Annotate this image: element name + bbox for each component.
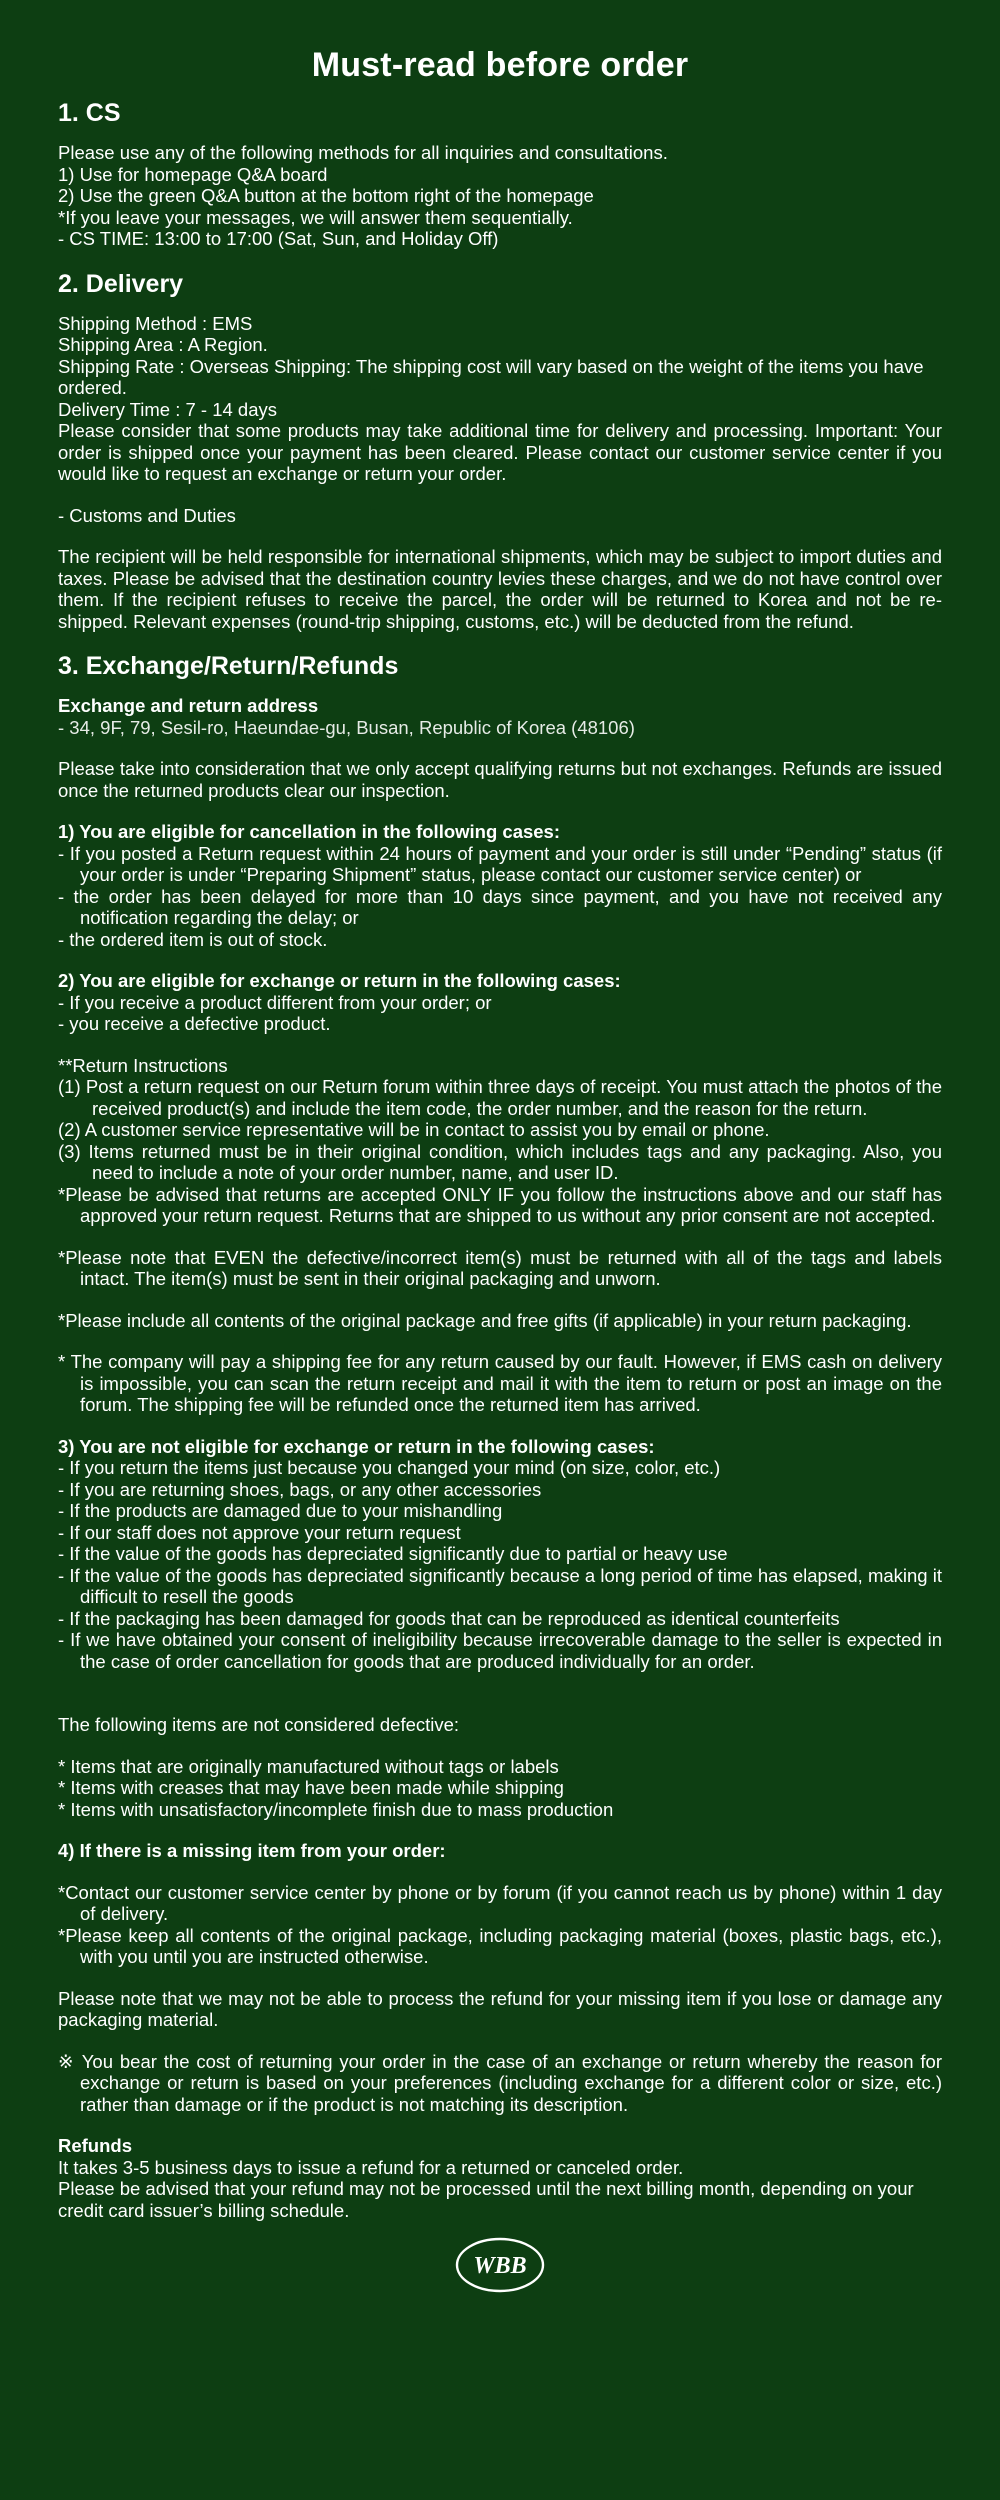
- cancel-item: - If you posted a Return request within 24 hours of payment and your order is still under “Pending” status (if your order is under “Preparing Shipment” status, please contact our customer service center) or: [58, 842, 942, 885]
- not-eligible-item: - If we have obtained your consent of ineligibility because irrecoverable damage to the seller is expected in the case of order cancellation for goods that are produced individually for an order.: [58, 1629, 942, 1672]
- logo-text: WBB: [473, 2253, 527, 2279]
- delivery-section: [58, 270, 942, 633]
- cancel-item: - the ordered item is out of stock.: [58, 928, 328, 950]
- not-eligible-item: - If you return the items just because you changed your mind (on size, color, etc.): [58, 1457, 721, 1478]
- shipping-method: Shipping Method : EMS: [58, 312, 253, 334]
- not-eligible-item: - If the products are damaged due to your mishandling: [58, 1500, 503, 1521]
- cost-note: ※ You bear the cost of returning your order in the case of an exchange or return whereby the reason for exchange or return is based on your preferences (including exchange for a different color or size, etc.) rather than damage or if the product is not matching its description.: [58, 2050, 942, 2115]
- wbb-logo-icon: [454, 2235, 546, 2295]
- not-defective-title: The following items are not considered defective:: [58, 1714, 460, 1735]
- not-eligible-item: - If the packaging has been damaged for goods that can be reproduced as identical counterfeits: [58, 1607, 840, 1629]
- instructions-title: **Return Instructions: [58, 1054, 228, 1076]
- not-eligible-item: - If our staff does not approve your return request: [58, 1521, 461, 1543]
- cs-line: 2) Use the green Q&A button at the bottom right of the homepage: [58, 185, 594, 206]
- cs-line: Please use any of the following methods for all inquiries and consultations.: [58, 142, 668, 163]
- cs-heading: 1. CS: [58, 99, 121, 127]
- page-title: Must-read before order: [311, 46, 689, 84]
- return-note: *Please include all contents of the original package and free gifts (if applicable) in your return packaging.: [58, 1309, 912, 1331]
- cancel-item: - the order has been delayed for more than 10 days since payment, and you have not received any notification regarding the delay; or: [58, 885, 942, 928]
- cs-section: [58, 99, 942, 250]
- customs-text: The recipient will be held responsible for international shipments, which may be subject to import duties and taxes. Please be advised that the destination country levies these charges, and we do not have control over them. If the recipient refuses to receive the parcel, the order will be returned to Korea and not be re-shipped. Relevant expenses (round-trip shipping, customs, etc.) will be deducted from the refund.: [58, 546, 942, 632]
- not-eligible-item: - If the value of the goods has depreciated significantly due to partial or heavy use: [58, 1543, 728, 1564]
- cs-line: - CS TIME: 13:00 to 17:00 (Sat, Sun, and Holiday Off): [58, 228, 499, 249]
- cancel-title: 1) You are eligible for cancellation in the following cases:: [58, 821, 561, 842]
- missing-item: *Please keep all contents of the original package, including packaging material (boxes, plastic bags, etc.), with you until you are instructed otherwise.: [58, 1924, 942, 1967]
- shipping-area: Shipping Area : A Region.: [58, 334, 268, 355]
- cs-line: *If you leave your messages, we will answer them sequentially.: [58, 206, 573, 228]
- instruction-item: (3) Items returned must be in their original condition, which includes tags and any packaging. Also, you need to include a note of your order number, name, and user ID.: [58, 1140, 942, 1183]
- not-defective-item: * Items with unsatisfactory/incomplete finish due to mass production: [58, 1798, 614, 1820]
- missing-item: *Contact our customer service center by phone or by forum (if you cannot reach us by phone) within 1 day of delivery.: [58, 1881, 942, 1924]
- instruction-item: (1) Post a return request on our Return forum within three days of receipt. You must attach the photos of the received product(s) and include the item code, the order number, and the reason for the return.: [58, 1076, 942, 1119]
- delivery-heading: 2. Delivery: [58, 269, 184, 298]
- not-defective-item: * Items with creases that may have been made while shipping: [58, 1777, 564, 1798]
- refunds-line: It takes 3-5 business days to issue a refund for a returned or canceled order.: [58, 2156, 684, 2178]
- not-eligible-item: - If you are returning shoes, bags, or any other accessories: [58, 1478, 542, 1500]
- not-eligible-item: - If the value of the goods has depreciated significantly because a long period of time has elapsed, making it difficult to resell the goods: [58, 1564, 942, 1607]
- eligible-title: 2) You are eligible for exchange or return in the following cases:: [58, 970, 621, 991]
- exchange-section: [58, 652, 942, 2221]
- return-note: *Please note that EVEN the defective/incorrect item(s) must be returned with all of the tags and labels intact. The item(s) must be sent in their original packaging and unworn.: [58, 1246, 942, 1289]
- return-note: * The company will pay a shipping fee for any return caused by our fault. However, if EMS cash on delivery is impossible, you can scan the return receipt and mail it with the item to return or post an image on the forum. The shipping fee will be refunded once the returned item has arrived.: [58, 1351, 942, 1415]
- address-title: Exchange and return address: [58, 695, 319, 716]
- customs-title: - Customs and Duties: [58, 504, 236, 526]
- logo-container: [58, 2235, 942, 2295]
- exchange-heading: 3. Exchange/Return/Refunds: [58, 652, 399, 680]
- delivery-note: Please consider that some products may take additional time for delivery and processing. Important: Your order is shipped once your payment has been cleared. Please contact our customer service center if you would like to request an exchange or return your order.: [58, 420, 942, 484]
- missing-title: 4) If there is a missing item from your order:: [58, 1840, 446, 1861]
- return-note: *Please be advised that returns are accepted ONLY IF you follow the instructions above and our staff has approved your return request. Returns that are shipped to us without any prior consent are not accepted.: [58, 1183, 942, 1226]
- return-policy: Please take into consideration that we only accept qualifying returns but not exchanges. Refunds are issued once the returned products clear our inspection.: [58, 758, 942, 801]
- eligible-item: - you receive a defective product.: [58, 1013, 331, 1034]
- delivery-time: Delivery Time : 7 - 14 days: [58, 398, 277, 420]
- return-address: - 34, 9F, 79, Sesil-ro, Haeundae-gu, Busan, Republic of Korea (48106): [58, 716, 635, 738]
- refunds-line: Please be advised that your refund may not be processed until the next billing month, depending on your credit card issuer’s billing schedule.: [58, 2178, 914, 2221]
- missing-note: Please note that we may not be able to process the refund for your missing item if you lose or damage any packaging material.: [58, 1987, 942, 2030]
- cs-line: 1) Use for homepage Q&A board: [58, 163, 328, 185]
- instruction-item: (2) A customer service representative will be in contact to assist you by email or phone.: [58, 1119, 770, 1140]
- eligible-item: - If you receive a product different from your order; or: [58, 991, 492, 1013]
- not-eligible-title: 3) You are not eligible for exchange or return in the following cases:: [58, 1435, 655, 1457]
- shipping-rate: Shipping Rate : Overseas Shipping: The shipping cost will vary based on the weight of the items you have ordered.: [58, 355, 924, 398]
- refunds-title: Refunds: [58, 2135, 132, 2156]
- not-defective-item: * Items that are originally manufactured without tags or labels: [58, 1755, 559, 1777]
